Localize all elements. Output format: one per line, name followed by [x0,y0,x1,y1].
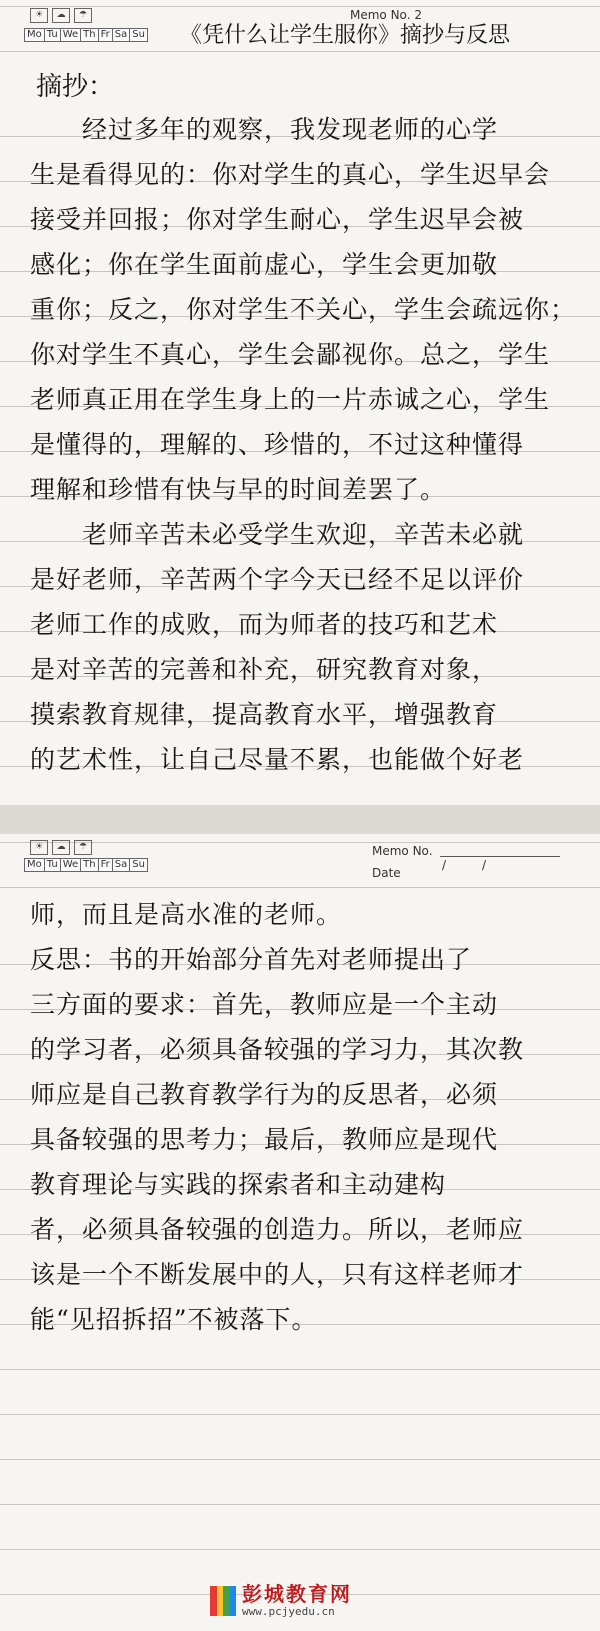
text-line: 理解和珍惜有快与早的时间差罢了。 [30,475,447,504]
text-line: 是好老师，辛苦两个字今天已经不足以评价 [30,565,525,594]
text-line: 反思：书的开始部分首先对老师提出了 [30,945,473,974]
weekday-label: Su [129,858,148,872]
text-line: 是对辛苦的完善和补充，研究教育对象， [30,655,499,684]
weekday-label: We [60,858,81,872]
date-label: Date [372,866,401,880]
weekday-row [24,28,147,42]
books-logo-icon [210,1586,236,1616]
text-line: 你对学生不真心，学生会鄙视你。总之，学生 [30,340,551,369]
sun-icon: ☀ [30,8,48,23]
weekday-label: Fr [98,28,113,42]
date-separators: / / [442,858,487,872]
text-line: 者，必须具备较强的创造力。所以，老师应 [30,1215,525,1244]
weekday-label: Th [80,858,98,872]
watermark-url: www.pcjyedu.cn [242,1605,335,1618]
weekday-label: We [60,28,81,42]
text-line: 能“见招拆招”不被落下。 [30,1305,318,1334]
page-divider [0,805,600,834]
weekday-label: Sa [112,28,130,42]
text-line: 经过多年的观察，我发现老师的心学 [30,115,499,144]
text-line: 三方面的要求：首先，教师应是一个主动 [30,990,499,1019]
text-line: 老师辛苦未必受学生欢迎，辛苦未必就 [30,520,525,549]
watermark-site-name: 彭城教育网 [242,1582,352,1606]
weekday-label: Sa [112,858,130,872]
text-line: 该是一个不断发展中的人，只有这样老师才 [30,1260,525,1289]
text-line: 重你；反之，你对学生不关心，学生会疏远你； [30,295,577,324]
site-watermark [210,1584,352,1617]
weekday-label: Tu [44,28,61,42]
handwritten-text-block [30,892,582,1342]
text-line: 的学习者，必须具备较强的学习力，其次教 [30,1035,525,1064]
sun-icon: ☀ [30,840,48,855]
handwritten-text-block [30,107,582,782]
weekday-label: Su [129,28,148,42]
text-line: 是懂得的，理解的、珍惜的，不过这种懂得 [30,430,525,459]
text-line: 教育理论与实践的探索者和主动建构 [30,1170,447,1199]
weekday-label: Th [80,28,98,42]
weekday-label: Mo [24,858,45,872]
text-line: 接受并回报；你对学生耐心，学生迟早会被 [30,205,525,234]
weekday-label: Mo [24,28,45,42]
text-line: 摸索教育规律，提高教育水平，增强教育 [30,700,499,729]
page-title: 《凭什么让学生服你》摘抄与反思 [180,23,511,48]
text-line: 生是看得见的：你对学生的真心，学生迟早会 [30,160,551,189]
memo-number-label: Memo No. 2 [350,8,422,22]
text-line: 师应是自己教育教学行为的反思者，必须 [30,1080,499,1109]
weather-icons [30,840,92,855]
rain-icon: ☂ [74,8,92,23]
memo-number-label: Memo No. [372,844,433,858]
notebook-page-1 [0,0,600,805]
text-line: 老师真正用在学生身上的一片赤诚之心，学生 [30,385,551,414]
cloud-icon: ☁ [52,8,70,23]
text-line: 的艺术性，让自己尽量不累，也能做个好老 [30,745,525,774]
cloud-icon: ☁ [52,840,70,855]
weekday-label: Tu [44,858,61,872]
text-line: 具备较强的思考力；最后，教师应是现代 [30,1125,499,1154]
memo-number-line [440,834,560,857]
weather-icons [30,8,92,23]
section-heading-excerpt: 摘抄： [36,72,115,102]
text-line: 师，而且是高水准的老师。 [30,900,343,929]
rain-icon: ☂ [74,840,92,855]
text-line: 老师工作的成败，而为师者的技巧和艺术 [30,610,499,639]
notebook-page-2 [0,834,600,1631]
weekday-row [24,858,147,872]
text-line: 感化；你在学生面前虚心，学生会更加敬 [30,250,499,279]
weekday-label: Fr [98,858,113,872]
